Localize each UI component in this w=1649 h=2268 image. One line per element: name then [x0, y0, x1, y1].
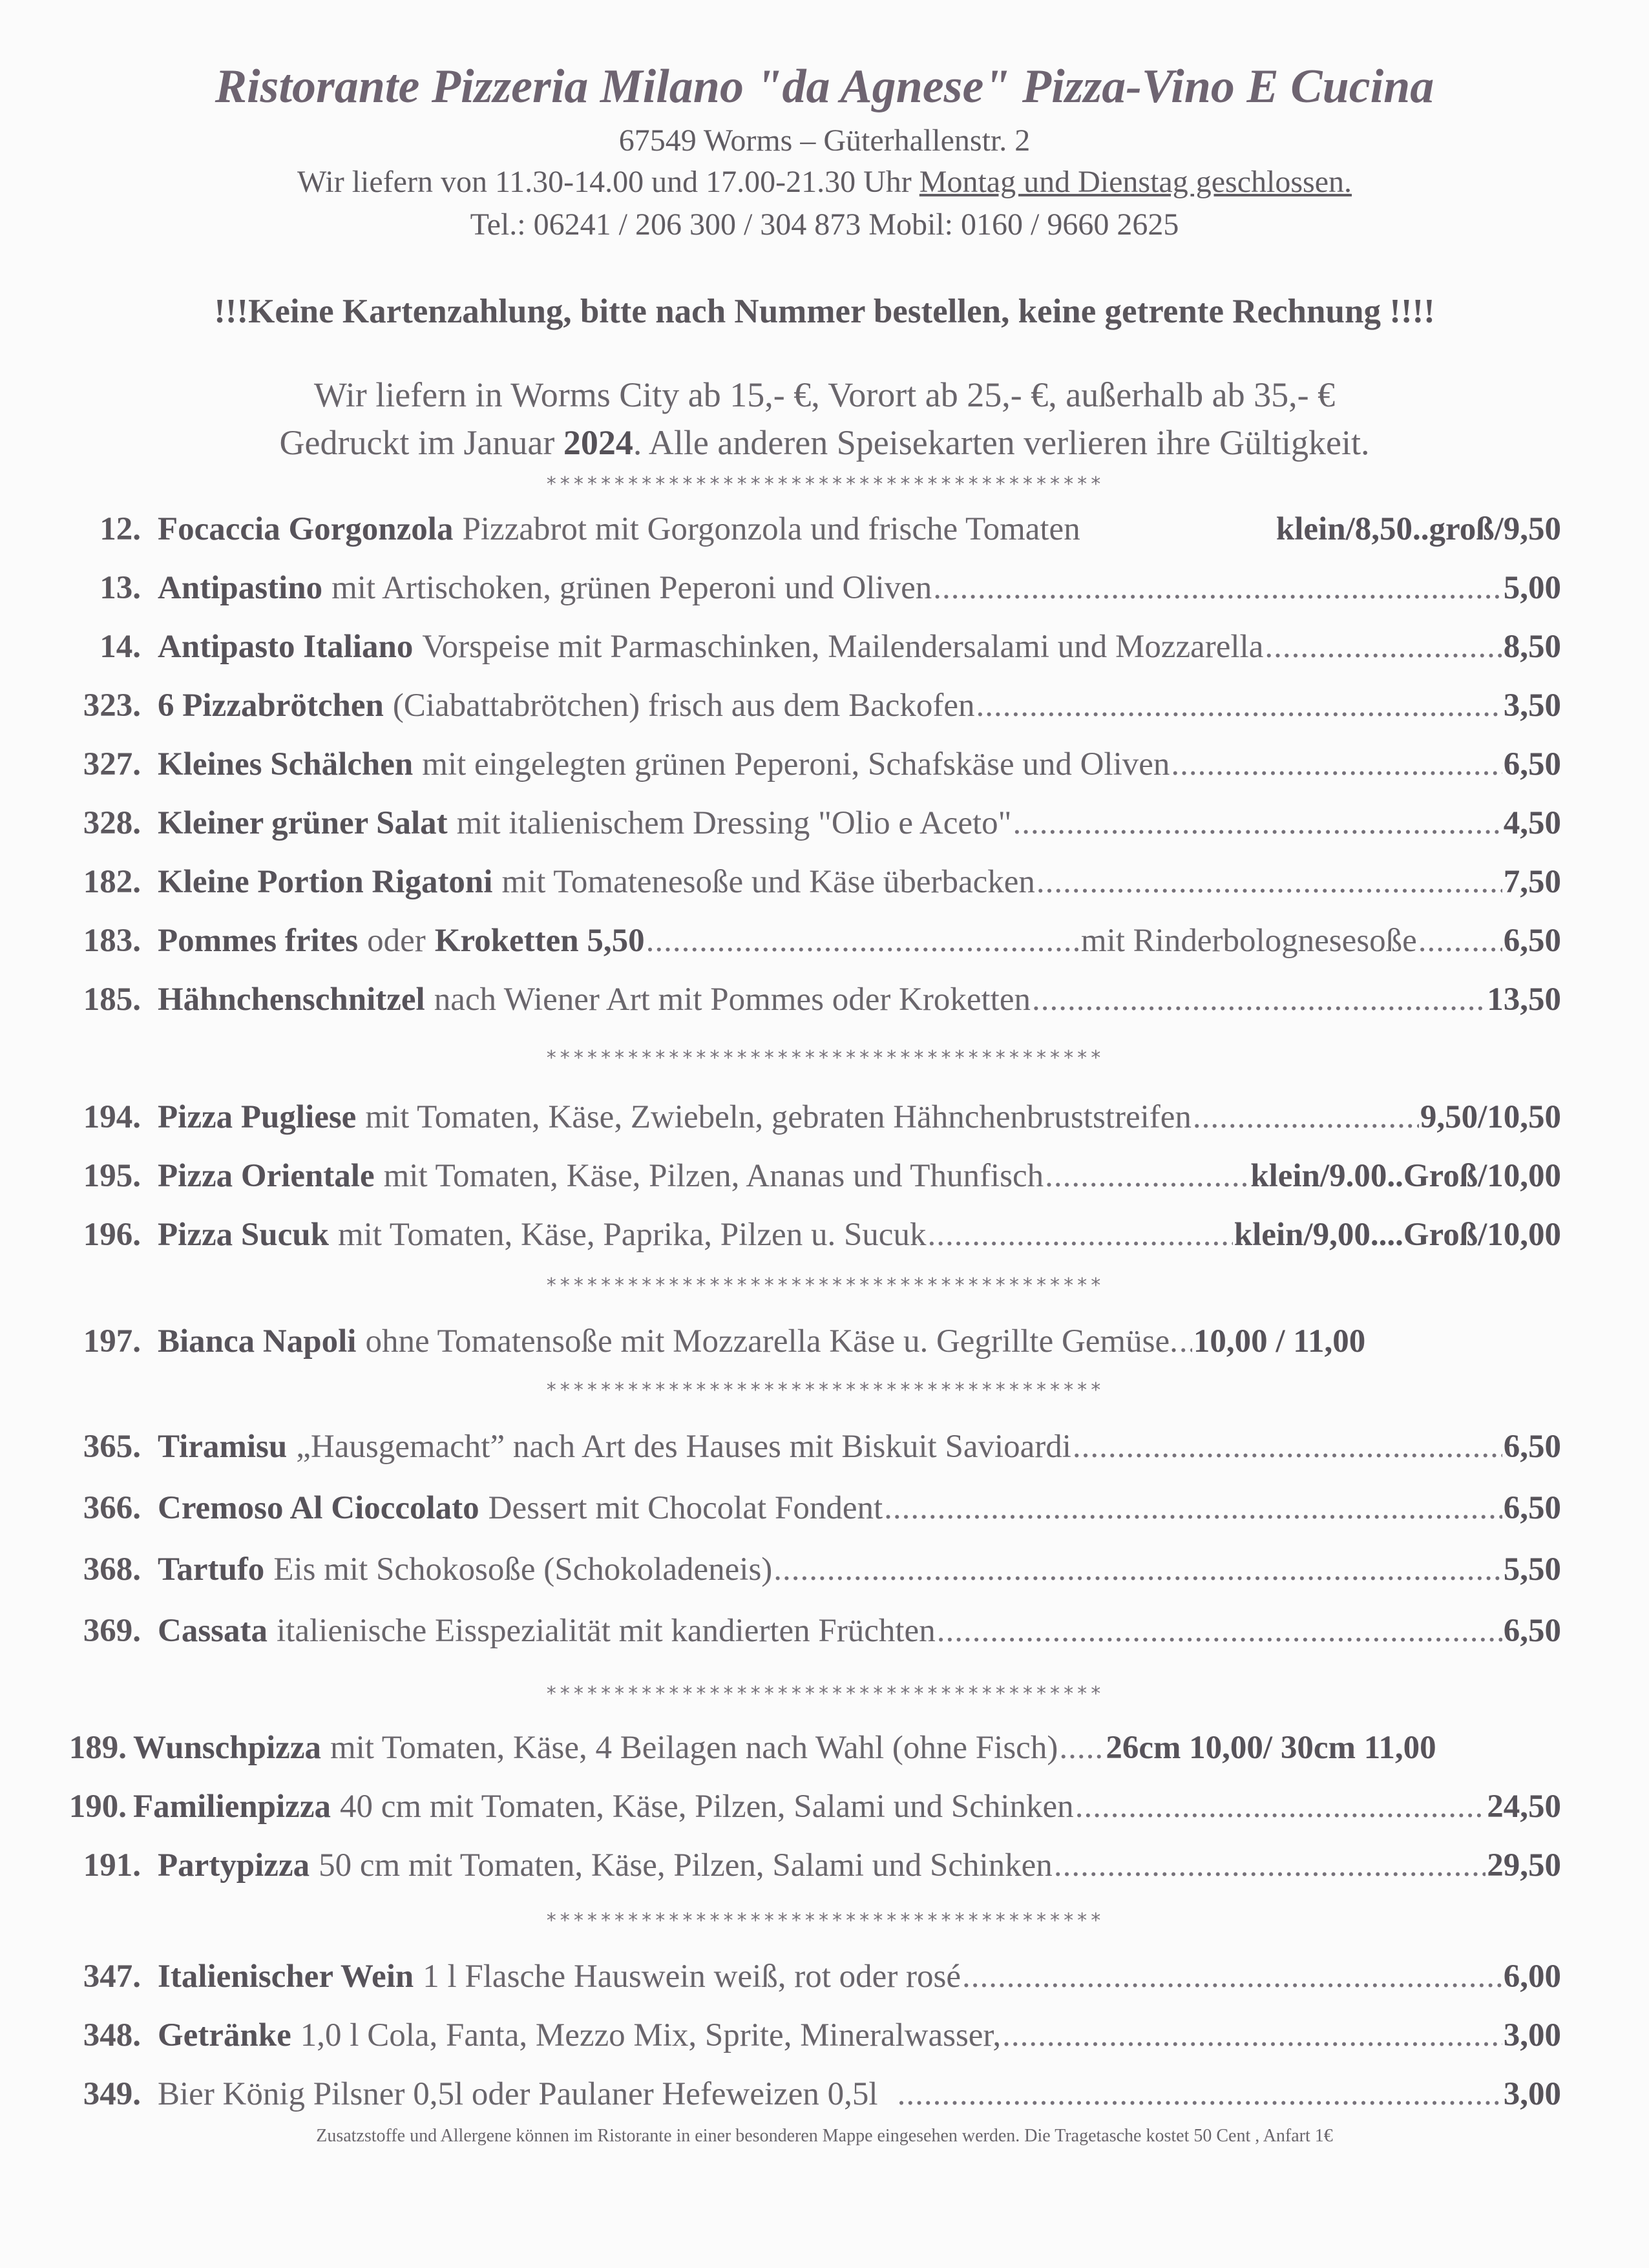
separator: ***************************************** — [545, 1379, 1104, 1402]
menu-item — [56, 510, 1561, 556]
item-number: 183. — [83, 923, 141, 959]
item-number: 327. — [83, 746, 141, 782]
dot-leader — [1193, 1098, 1419, 1136]
item-number: 197. — [83, 1323, 141, 1360]
item-description: mit Tomaten, Käse, Zwiebeln, gebraten Hähnchenbruststreifen — [365, 1099, 1192, 1135]
dot-leader — [937, 1612, 1502, 1650]
dot-leader — [773, 1551, 1502, 1588]
delivery-hours: Wir liefern von 11.30-14.00 und 17.00-21.30 Uhr — [297, 165, 912, 199]
item-price: 6,50 — [1503, 746, 1561, 782]
menu-item — [56, 1788, 1561, 1833]
item-price: 9,50/10,50 — [1420, 1099, 1561, 1135]
item-number: 182. — [83, 864, 141, 900]
item-description: italienische Eisspezialität mit kandierten Früchten — [277, 1613, 936, 1649]
dot-leader — [1032, 981, 1486, 1018]
menu-item — [56, 1958, 1561, 2003]
payment-notice: !!!Keine Kartenzahlung, bitte nach Nummer bestellen, keine getrente Rechnung !!!! — [214, 293, 1435, 330]
item-name: Bianca Napoli — [158, 1323, 357, 1360]
item-name: Italienischer Wein — [158, 1958, 414, 1995]
item-description: Eis mit Schokosoße (Schokoladeneis) — [273, 1551, 773, 1588]
printed-pre: Gedruckt im Januar — [279, 423, 555, 462]
menu-item — [56, 1216, 1561, 1261]
menu-item — [56, 1323, 1561, 1368]
item-description: mit Tomaten, Käse, Pilzen, Ananas und Thunfisch — [383, 1158, 1044, 1194]
item-number: 191. — [83, 1847, 141, 1884]
item-name: Partypizza — [158, 1847, 310, 1884]
item-number: 368. — [83, 1551, 141, 1588]
item-option: mit Rinderbolognesesoße — [1080, 923, 1417, 959]
menu-item — [56, 981, 1561, 1026]
item-number: 347. — [83, 1958, 141, 1995]
item-description: 1 l Flasche Hauswein weiß, rot oder rosé — [423, 1958, 961, 1995]
item-number: 12. — [100, 511, 141, 547]
dot-leader — [646, 922, 1080, 960]
address-line: 67549 Worms – Güterhallenstr. 2 — [618, 123, 1031, 158]
menu-item — [56, 922, 1561, 967]
item-number: 348. — [83, 2017, 141, 2053]
item-name: Cassata — [158, 1613, 268, 1649]
item-price: 6,50 — [1503, 923, 1561, 959]
item-description: ohne Tomatensoße mit Mozzarella Käse u. Gegrillte Gemüse. — [365, 1323, 1178, 1360]
item-price: 24,50 — [1487, 1789, 1561, 1825]
item-description: 40 cm mit Tomaten, Käse, Pilzen, Salami und Schinken — [339, 1789, 1074, 1825]
separator: ***************************************** — [545, 473, 1104, 496]
dot-leader — [898, 2075, 1502, 2113]
dot-leader — [976, 687, 1502, 724]
item-price: 29,50 — [1487, 1847, 1561, 1884]
item-name: Tartufo — [158, 1551, 265, 1588]
menu-item — [56, 1612, 1561, 1657]
item-name: Antipasto Italiano — [158, 629, 414, 665]
item-price: 4,50 — [1503, 805, 1561, 841]
item-number: 328. — [83, 805, 141, 841]
delivery-minimum: Wir liefern in Worms City ab 15,- €, Vorort ab 25,- €, außerhalb ab 35,- € — [313, 375, 1336, 414]
item-price: 3,00 — [1503, 2076, 1561, 2112]
item-number: 190. — [68, 1789, 127, 1825]
separator: ***************************************** — [545, 1683, 1104, 1705]
item-number: 196. — [83, 1217, 141, 1253]
item-name: Getränke — [158, 2017, 291, 2053]
item-name-alt: Kroketten 5,50 — [434, 923, 645, 959]
item-name: Kleines Schälchen — [158, 746, 414, 782]
item-name: Antipastino — [158, 570, 323, 606]
hours-line — [0, 164, 1649, 200]
item-price: 7,50 — [1503, 864, 1561, 900]
menu-item — [56, 746, 1561, 791]
separator: ***************************************** — [545, 1047, 1104, 1069]
item-description: nach Wiener Art mit Pommes oder Kroketten — [434, 982, 1031, 1018]
item-number: 13. — [100, 570, 141, 606]
item-number: 365. — [83, 1429, 141, 1465]
item-number: 185. — [83, 982, 141, 1018]
item-number: 189. — [68, 1730, 127, 1766]
item-number: 369. — [83, 1613, 141, 1649]
menu-item — [56, 1551, 1561, 1596]
item-price: 8,50 — [1503, 629, 1561, 665]
item-description: „Hausgemacht” nach Art des Hauses mit Biskuit Savioardi — [296, 1429, 1071, 1465]
item-number: 195. — [83, 1158, 141, 1194]
item-price: 5,50 — [1503, 1551, 1561, 1588]
item-name: Focaccia Gorgonzola — [158, 511, 454, 547]
printed-note — [0, 423, 1649, 463]
item-name: Tiramisu — [158, 1429, 288, 1465]
item-number: 366. — [83, 1490, 141, 1526]
separator: ***************************************** — [545, 1909, 1104, 1932]
item-number: 194. — [83, 1099, 141, 1135]
item-name: Kleiner grüner Salat — [158, 805, 448, 841]
item-name: Wunschpizza — [133, 1730, 321, 1766]
menu-item — [56, 1729, 1561, 1774]
menu-item — [56, 1157, 1561, 1202]
item-description: mit Tomatenesoße und Käse überbacken — [501, 864, 1035, 900]
item-price: klein/8,50..groß/9,50 — [1276, 511, 1561, 547]
item-name: Pizza Orientale — [158, 1158, 375, 1194]
item-name: Pommes frites — [158, 923, 359, 959]
dot-leader — [962, 1958, 1502, 1995]
restaurant-title: Ristorante Pizzeria Milano "da Agnese" Pizza-Vino E Cucina — [215, 60, 1434, 113]
dot-leader — [1045, 1157, 1249, 1195]
dot-leader — [1179, 1323, 1192, 1360]
dot-leader — [884, 1489, 1502, 1527]
item-price: 5,00 — [1503, 570, 1561, 606]
item-price: 3,00 — [1503, 2017, 1561, 2053]
item-price: 13,50 — [1487, 982, 1561, 1018]
item-name: Hähnchenschnitzel — [158, 982, 425, 1018]
item-number: 323. — [83, 688, 141, 724]
dot-leader — [1418, 922, 1502, 960]
item-price: 26cm 10,00/ 30cm 11,00 — [1106, 1730, 1436, 1766]
item-price: 6,50 — [1503, 1490, 1561, 1526]
item-name: Cremoso Al Cioccolato — [158, 1490, 479, 1526]
item-description: Pizzabrot mit Gorgonzola und frische Tomaten — [462, 511, 1080, 547]
item-name: Familienpizza — [133, 1789, 331, 1825]
menu-item — [56, 2075, 1561, 2121]
dot-leader — [1075, 1788, 1486, 1825]
menu-item — [56, 863, 1561, 908]
phone-line: Tel.: 06241 / 206 300 / 304 873 Mobil: 0160 / 9660 2625 — [470, 207, 1179, 242]
item-name: Pizza Pugliese — [158, 1099, 357, 1135]
menu-item — [56, 804, 1561, 850]
item-description: 50 cm mit Tomaten, Käse, Pilzen, Salami und Schinken — [319, 1847, 1053, 1884]
menu-item — [56, 1489, 1561, 1535]
item-description: (Ciabattabrötchen) frisch aus dem Backofen — [392, 688, 975, 724]
dot-leader — [927, 1216, 1232, 1254]
menu-item — [56, 628, 1561, 673]
dot-leader — [1059, 1729, 1104, 1767]
menu-item — [56, 1847, 1561, 1892]
item-price: klein/9,00....Groß/10,00 — [1234, 1217, 1561, 1253]
item-description: Vorspeise mit Parmaschinken, Mailendersalami und Mozzarella — [422, 629, 1264, 665]
menu-item — [56, 1428, 1561, 1473]
item-name: Kleine Portion Rigatoni — [158, 864, 493, 900]
item-description: mit italienischem Dressing "Olio e Aceto" — [456, 805, 1012, 841]
dot-leader — [1265, 628, 1502, 666]
footer-note: Zusatzstoffe und Allergene können im Ristorante in einer besonderen Mappe eingesehen werden. Die Tragetasche kostet 50 Cent , Anfart 1€ — [316, 2126, 1333, 2146]
item-description: 1,0 l Cola, Fanta, Mezzo Mix, Sprite, Mineralwasser, — [300, 2017, 1002, 2053]
dot-leader — [933, 569, 1502, 607]
item-price: 6,00 — [1503, 1958, 1561, 1995]
menu-item — [56, 1098, 1561, 1144]
dot-leader — [1002, 2017, 1502, 2054]
item-description: oder — [367, 923, 426, 959]
item-description: mit Tomaten, Käse, 4 Beilagen nach Wahl (ohne Fisch) — [330, 1730, 1058, 1766]
menu-item — [56, 569, 1561, 614]
dot-leader — [1171, 746, 1502, 783]
dot-leader — [1013, 804, 1502, 842]
item-name: 6 Pizzabrötchen — [158, 688, 384, 724]
item-price: 6,50 — [1503, 1613, 1561, 1649]
item-name: Pizza Sucuk — [158, 1217, 329, 1253]
item-description: mit Tomaten, Käse, Paprika, Pilzen u. Sucuk — [337, 1217, 927, 1253]
item-description: Bier König Pilsner 0,5l oder Paulaner Hefeweizen 0,5l — [158, 2076, 878, 2112]
item-description: Dessert mit Chocolat Fondent — [488, 1490, 883, 1526]
printed-post: . Alle anderen Speisekarten verlieren ihre Gültigkeit. — [633, 423, 1370, 462]
separator: ***************************************** — [545, 1274, 1104, 1297]
dot-leader — [1036, 863, 1502, 901]
menu-item — [56, 687, 1561, 732]
item-price: 6,50 — [1503, 1429, 1561, 1465]
menu-item — [56, 2017, 1561, 2062]
item-description: mit Artischoken, grünen Peperoni und Oliven — [331, 570, 932, 606]
printed-year: 2024 — [563, 423, 633, 462]
item-description: mit eingelegten grünen Peperoni, Schafskäse und Oliven — [422, 746, 1170, 782]
item-number: 14. — [100, 629, 141, 665]
item-price: 3,50 — [1503, 688, 1561, 724]
dot-leader — [1073, 1428, 1502, 1465]
item-price: 10,00 / 11,00 — [1193, 1323, 1366, 1360]
closed-days: Montag und Dienstag geschlossen. — [919, 165, 1352, 199]
item-number: 349. — [83, 2076, 141, 2112]
dot-leader — [1054, 1847, 1486, 1884]
item-price: klein/9.00..Groß/10,00 — [1250, 1158, 1561, 1194]
